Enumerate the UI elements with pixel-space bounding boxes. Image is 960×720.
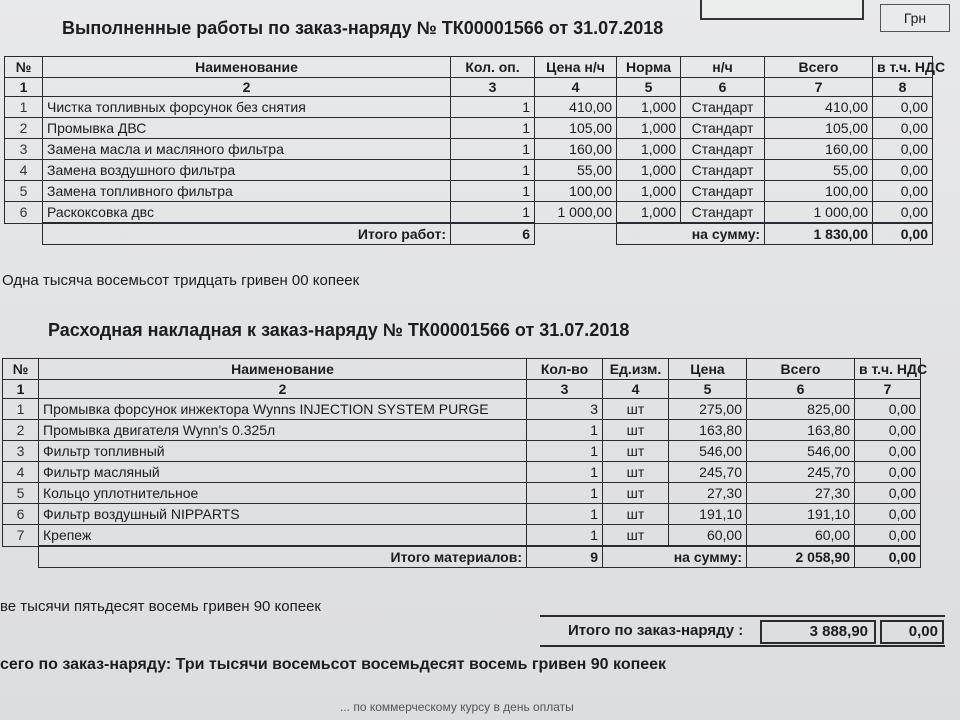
table-row [5,139,933,160]
row-number: 4 [3,462,39,483]
material-vat: 0,00 [855,483,921,504]
material-qty: 1 [527,525,603,547]
col-number: 1 [3,380,39,399]
materials-sum-label: на сумму: [603,546,747,568]
work-nh: Стандарт [681,160,765,181]
col-number: 5 [617,78,681,97]
material-vat: 0,00 [855,462,921,483]
table-row [3,441,921,462]
col-header: Цена н/ч [535,57,617,78]
col-header: Наименование [43,57,451,78]
material-unit: шт [603,399,669,420]
work-vat: 0,00 [873,181,933,202]
work-total: 100,00 [765,181,873,202]
table-row [5,118,933,139]
col-header: № [3,359,39,380]
work-qty: 1 [451,202,535,224]
material-total: 191,10 [747,504,855,525]
col-number: 4 [535,78,617,97]
work-price: 1 000,00 [535,202,617,224]
material-price: 163,80 [669,420,747,441]
row-number: 4 [5,160,43,181]
material-unit: шт [603,525,669,547]
col-header: Всего [765,57,873,78]
table-row [5,181,933,202]
work-total: 105,00 [765,118,873,139]
material-total: 245,70 [747,462,855,483]
materials-total-row [3,546,921,568]
work-vat: 0,00 [873,97,933,118]
material-total: 27,30 [747,483,855,504]
work-name: Замена воздушного фильтра [43,160,451,181]
footnote: ... по коммерческому курсу в день оплаты [340,700,574,714]
material-qty: 1 [527,504,603,525]
materials-table [2,358,928,568]
col-number: 1 [5,78,43,97]
material-qty: 1 [527,483,603,504]
material-vat: 0,00 [855,420,921,441]
row-number: 5 [3,483,39,504]
works-total-row [5,223,933,245]
material-price: 27,30 [669,483,747,504]
works-sum-total: 1 830,00 [765,223,873,245]
table-row [5,160,933,181]
works-sum-vat: 0,00 [873,223,933,245]
material-total: 546,00 [747,441,855,462]
row-number: 7 [3,525,39,547]
work-total: 55,00 [765,160,873,181]
col-number: 4 [603,380,669,399]
work-price: 160,00 [535,139,617,160]
table-row [3,462,921,483]
works-index-row [5,78,933,97]
material-vat: 0,00 [855,399,921,420]
work-nh: Стандарт [681,118,765,139]
work-vat: 0,00 [873,202,933,224]
work-price: 100,00 [535,181,617,202]
works-table [4,56,946,245]
material-total: 163,80 [747,420,855,441]
col-number: 6 [681,78,765,97]
work-name: Промывка ДВС [43,118,451,139]
material-name: Фильтр масляный [39,462,527,483]
col-header: Цена [669,359,747,380]
work-name: Замена топливного фильтра [43,181,451,202]
material-price: 191,10 [669,504,747,525]
row-number: 5 [5,181,43,202]
material-vat: 0,00 [855,441,921,462]
work-price: 410,00 [535,97,617,118]
work-qty: 1 [451,160,535,181]
works-title: Выполненные работы по заказ-наряду № ТК00001566 от 31.07.2018 [62,18,664,38]
material-vat: 0,00 [855,504,921,525]
materials-amount-in-words: ве тысячи пятьдесят восемь гривен 90 копеек [0,598,321,615]
work-total: 410,00 [765,97,873,118]
work-nh: Стандарт [681,202,765,224]
work-qty: 1 [451,97,535,118]
material-unit: шт [603,420,669,441]
col-header: н/ч [681,57,765,78]
col-number: 8 [873,78,933,97]
material-total: 60,00 [747,525,855,547]
work-name: Раскоксовка двс [43,202,451,224]
works-amount-in-words: Одна тысяча восемьсот тридцать гривен 00 копеек [2,272,360,289]
work-nh: Стандарт [681,97,765,118]
work-norm: 1,000 [617,160,681,181]
col-header: в т.ч. НДС [873,57,933,78]
col-header: Кол-во [527,359,603,380]
table-row [5,97,933,118]
grand-total-vat: 0,00 [880,620,944,644]
col-number: 6 [747,380,855,399]
row-number: 2 [3,420,39,441]
col-number: 2 [43,78,451,97]
material-price: 275,00 [669,399,747,420]
material-qty: 3 [527,399,603,420]
table-row [3,504,921,525]
work-name: Замена масла и масляного фильтра [43,139,451,160]
row-number: 3 [5,139,43,160]
materials-index-row [3,380,921,399]
work-qty: 1 [451,118,535,139]
col-header: Наименование [39,359,527,380]
table-row [5,202,933,224]
work-nh: Стандарт [681,181,765,202]
material-vat: 0,00 [855,525,921,547]
material-price: 60,00 [669,525,747,547]
work-qty: 1 [451,139,535,160]
header-box [700,0,864,20]
materials-header-row [3,359,921,380]
col-number: 7 [765,78,873,97]
col-header: Норма [617,57,681,78]
col-header: Ед.изм. [603,359,669,380]
material-name: Промывка двигателя Wynn's 0.325л [39,420,527,441]
material-unit: шт [603,483,669,504]
col-number: 7 [855,380,921,399]
works-header-row [5,57,933,78]
col-number: 2 [39,380,527,399]
col-header: Всего [747,359,855,380]
work-total: 160,00 [765,139,873,160]
table-row [3,420,921,441]
col-header: Кол. оп. [451,57,535,78]
table-row [3,483,921,504]
work-price: 105,00 [535,118,617,139]
col-number: 5 [669,380,747,399]
table-row [3,525,921,547]
work-nh: Стандарт [681,139,765,160]
material-qty: 1 [527,462,603,483]
col-header: № [5,57,43,78]
material-name: Фильтр воздушный NIPPARTS [39,504,527,525]
materials-sum-total: 2 058,90 [747,546,855,568]
work-norm: 1,000 [617,139,681,160]
col-header: в т.ч. НДС [855,359,921,380]
row-number: 2 [5,118,43,139]
grand-total-value: 3 888,90 [760,620,876,644]
work-norm: 1,000 [617,181,681,202]
row-number: 1 [3,399,39,420]
works-total-label: Итого работ: [43,223,451,245]
table-row [3,399,921,420]
material-name: Кольцо уплотнительное [39,483,527,504]
grand-total-in-words: сего по заказ-наряду: Три тысячи восемьсот восемьдесят восемь гривен 90 копеек [0,656,667,673]
work-name: Чистка топливных форсунок без снятия [43,97,451,118]
work-norm: 1,000 [617,118,681,139]
work-vat: 0,00 [873,160,933,181]
col-number: 3 [527,380,603,399]
materials-sum-vat: 0,00 [855,546,921,568]
work-norm: 1,000 [617,97,681,118]
material-name: Фильтр топливный [39,441,527,462]
col-number: 3 [451,78,535,97]
grand-total-label: Итого по заказ-наряду : [568,622,744,639]
work-norm: 1,000 [617,202,681,224]
material-unit: шт [603,504,669,525]
material-qty: 1 [527,420,603,441]
currency-label: Грн [880,4,950,32]
material-unit: шт [603,462,669,483]
works-total-qty: 6 [451,223,535,245]
grand-total-bar [540,615,945,647]
material-unit: шт [603,441,669,462]
work-qty: 1 [451,181,535,202]
row-number: 1 [5,97,43,118]
material-qty: 1 [527,441,603,462]
work-total: 1 000,00 [765,202,873,224]
materials-total-qty: 9 [527,546,603,568]
work-price: 55,00 [535,160,617,181]
material-total: 825,00 [747,399,855,420]
work-vat: 0,00 [873,118,933,139]
work-vat: 0,00 [873,139,933,160]
material-name: Промывка форсунок инжектора Wynns INJECTION SYSTEM PURGE [39,399,527,420]
material-price: 245,70 [669,462,747,483]
material-name: Крепеж [39,525,527,547]
materials-total-label: Итого материалов: [39,546,527,568]
row-number: 6 [5,202,43,224]
row-number: 6 [3,504,39,525]
material-price: 546,00 [669,441,747,462]
row-number: 3 [3,441,39,462]
materials-title: Расходная накладная к заказ-наряду № ТК00001566 от 31.07.2018 [48,320,630,340]
works-sum-label: на сумму: [617,223,765,245]
